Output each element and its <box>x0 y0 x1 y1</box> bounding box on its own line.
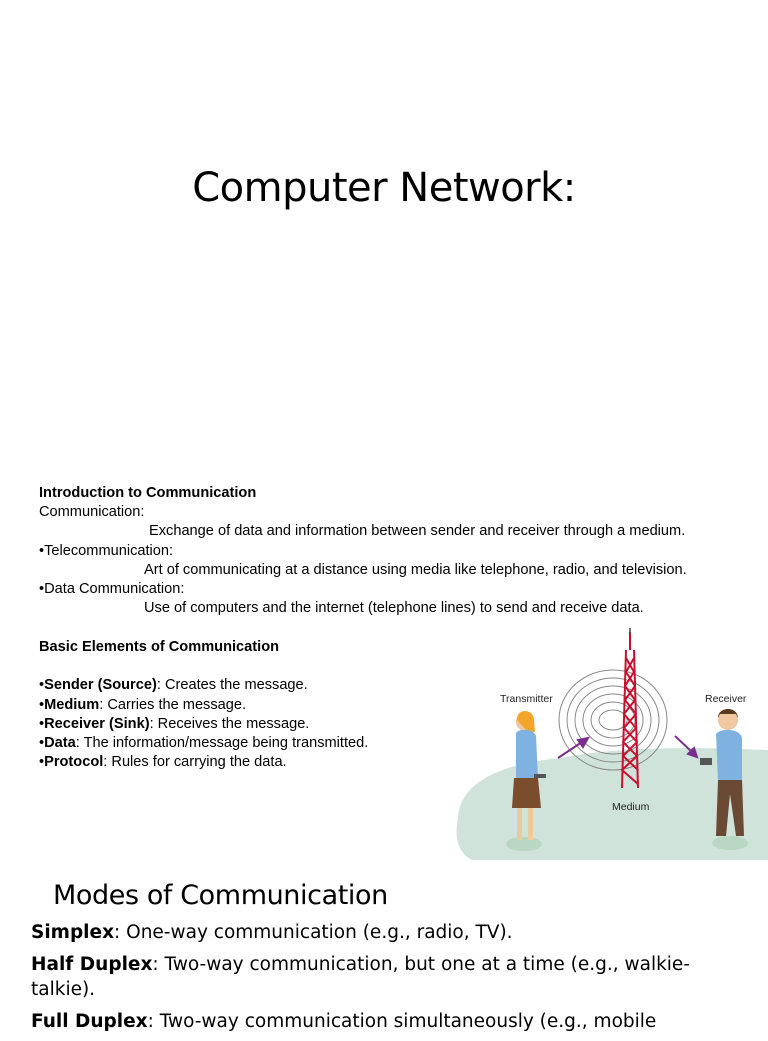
list-item: •Protocol: Rules for carrying the data. <box>39 754 287 771</box>
communication-illustration <box>450 628 768 860</box>
list-item: •Sender (Source): Creates the message. <box>39 677 308 694</box>
mode-item: Full Duplex: Two-way communication simultaneously (e.g., mobile <box>31 1011 657 1032</box>
transmitter-label: Transmitter <box>500 693 553 705</box>
receiver-label: Receiver <box>705 693 747 705</box>
intro-heading: Introduction to Communication <box>39 485 257 501</box>
page-title: Computer Network: <box>192 165 576 211</box>
list-item: •Medium: Carries the message. <box>39 696 247 713</box>
datacomm-desc: Use of computers and the internet (telephone lines) to send and receive data. <box>144 600 644 617</box>
mode-item: Half Duplex: Two-way communication, but one at a time (e.g., walkie-talkie). <box>31 954 690 1000</box>
communication-desc: Exchange of data and information between sender and receiver through a medium. <box>149 523 686 540</box>
intro-section <box>39 484 764 618</box>
list-item: •Receiver (Sink): Receives the message. <box>39 715 310 732</box>
datacomm-label: •Data Communication: <box>39 581 185 598</box>
medium-label: Medium <box>612 801 650 813</box>
telecom-label: •Telecommunication: <box>39 542 174 559</box>
modes-section <box>31 920 721 1041</box>
mode-item: Simplex: One-way communication (e.g., radio, TV). <box>31 922 513 943</box>
elements-section <box>39 638 439 772</box>
elements-heading: Basic Elements of Communication <box>39 639 280 655</box>
modes-heading: Modes of Communication <box>53 880 388 911</box>
communication-label: Communication: <box>39 504 145 521</box>
telecom-desc: Art of communicating at a distance using media like telephone, radio, and television. <box>144 561 687 578</box>
list-item: •Data: The information/message being transmitted. <box>39 735 369 751</box>
